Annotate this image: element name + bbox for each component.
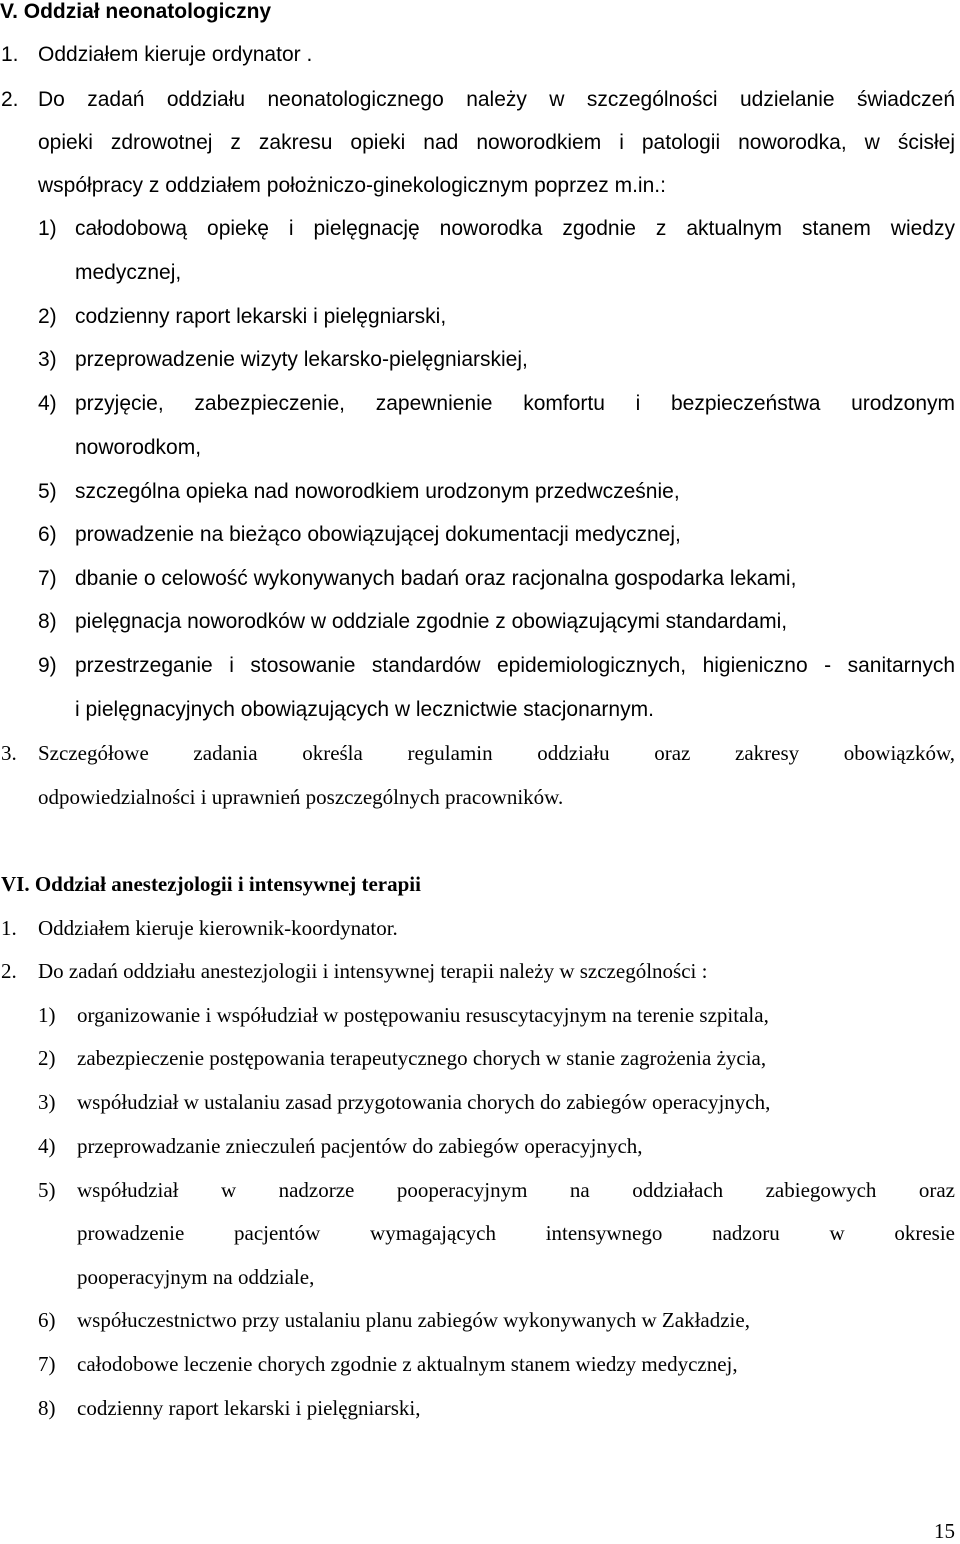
s6-sub7-number: 7) [38, 1352, 56, 1376]
s6-sub5-line-2: prowadzenie pacjentów wymagających intensywnego nadzoru w okresie [77, 1221, 955, 1245]
s6-sub3-number: 3) [38, 1090, 56, 1114]
s6-sub5-line-3: pooperacyjnym na oddziale, [77, 1265, 315, 1289]
s5-item2-line-2: opieki zdrowotnej z zakresu opieki nad noworodkiem i patologii noworodka, w ścisłej [38, 131, 955, 154]
s6-sub2-number: 2) [38, 1046, 56, 1070]
s6-item2-text: Do zadań oddziału anestezjologii i intensywnej terapii należy w szczególności : [38, 959, 708, 983]
s5-sub5-number: 5) [38, 480, 57, 503]
s6-sub7-text: całodobowe leczenie chorych zgodnie z aktualnym stanem wiedzy medycznej, [77, 1352, 738, 1376]
s5-sub4-line-1: przyjęcie, zabezpieczenie, zapewnienie komfortu i bezpieczeństwa urodzonym [75, 392, 955, 415]
s5-item3-number: 3. [1, 741, 17, 765]
s5-item2-number: 2. [1, 88, 19, 111]
s6-item1-number: 1. [1, 916, 17, 940]
s6-sub1-number: 1) [38, 1003, 56, 1027]
page-number: 15 [934, 1519, 955, 1543]
s6-sub8-text: codzienny raport lekarski i pielęgniarski, [77, 1396, 421, 1420]
section-heading-vi: VI. Oddział anestezjologii i intensywnej terapii [1, 872, 421, 896]
s5-sub4-line-2: noworodkom, [75, 436, 202, 459]
s6-sub1-text: organizowanie i współudział w postępowaniu resuscytacyjnym na terenie szpitala, [77, 1003, 769, 1027]
s5-item2-line-3: współpracy z oddziałem położniczo-ginekologicznym poprzez m.in.: [38, 174, 666, 197]
s6-sub6-number: 6) [38, 1308, 56, 1332]
s6-item2-number: 2. [1, 959, 17, 983]
s5-item2-line-1: Do zadań oddziału neonatologicznego należy w szczególności udzielanie świadczeń [38, 88, 955, 111]
s5-item1-text: Oddziałem kieruje ordynator . [38, 43, 313, 66]
s5-sub8-number: 8) [38, 610, 57, 633]
section-heading-v: V. Oddział neonatologiczny [0, 0, 272, 23]
s5-sub3-number: 3) [38, 348, 57, 371]
s5-sub6-text: prowadzenie na bieżąco obowiązującej dokumentacji medycznej, [75, 523, 681, 546]
s5-sub3-text: przeprowadzenie wizyty lekarsko-pielęgniarskiej, [75, 348, 528, 371]
s5-sub8-text: pielęgnacja noworodków w oddziale zgodnie z obowiązującymi standardami, [75, 610, 788, 633]
s6-sub5-line-1: współudział w nadzorze pooperacyjnym na oddziałach zabiegowych oraz [77, 1178, 955, 1202]
s6-sub4-text: przeprowadzanie znieczuleń pacjentów do zabiegów operacyjnych, [77, 1134, 643, 1158]
s6-sub2-text: zabezpieczenie postępowania terapeutycznego chorych w stanie zagrożenia życia, [77, 1046, 767, 1070]
s5-sub1-line-1: całodobową opiekę i pielęgnację noworodka zgodnie z aktualnym stanem wiedzy [75, 217, 955, 240]
s5-sub2-number: 2) [38, 305, 57, 328]
s5-sub6-number: 6) [38, 523, 57, 546]
s6-sub3-text: współudział w ustalaniu zasad przygotowania chorych do zabiegów operacyjnych, [77, 1090, 771, 1114]
s5-item3-line-1: Szczegółowe zadania określa regulamin oddziału oraz zakresy obowiązków, [38, 741, 955, 765]
s5-sub1-line-2: medycznej, [75, 261, 182, 284]
s5-sub1-number: 1) [38, 217, 57, 240]
s5-sub7-number: 7) [38, 567, 57, 590]
s5-sub4-number: 4) [38, 392, 57, 415]
s5-sub9-number: 9) [38, 654, 57, 677]
s5-sub2-text: codzienny raport lekarski i pielęgniarski, [75, 305, 447, 328]
s6-sub4-number: 4) [38, 1134, 56, 1158]
s6-sub6-text: współuczestnictwo przy ustalaniu planu zabiegów wykonywanych w Zakładzie, [77, 1308, 750, 1332]
s6-item1-text: Oddziałem kieruje kierownik-koordynator. [38, 916, 398, 940]
s6-sub5-number: 5) [38, 1178, 56, 1202]
s5-sub9-line-2: i pielęgnacyjnych obowiązujących w lecznictwie stacjonarnym. [75, 698, 654, 721]
s5-sub9-line-1: przestrzeganie i stosowanie standardów epidemiologicznych, higieniczno - sanitarnych [75, 654, 955, 677]
s5-item1-number: 1. [1, 43, 19, 66]
s6-sub8-number: 8) [38, 1396, 56, 1420]
s5-sub5-text: szczególna opieka nad noworodkiem urodzonym przedwcześnie, [75, 480, 680, 503]
s5-item3-line-2: odpowiedzialności i uprawnień poszczególnych pracowników. [38, 785, 564, 809]
s5-sub7-text: dbanie o celowość wykonywanych badań oraz racjonalna gospodarka lekami, [75, 567, 797, 590]
